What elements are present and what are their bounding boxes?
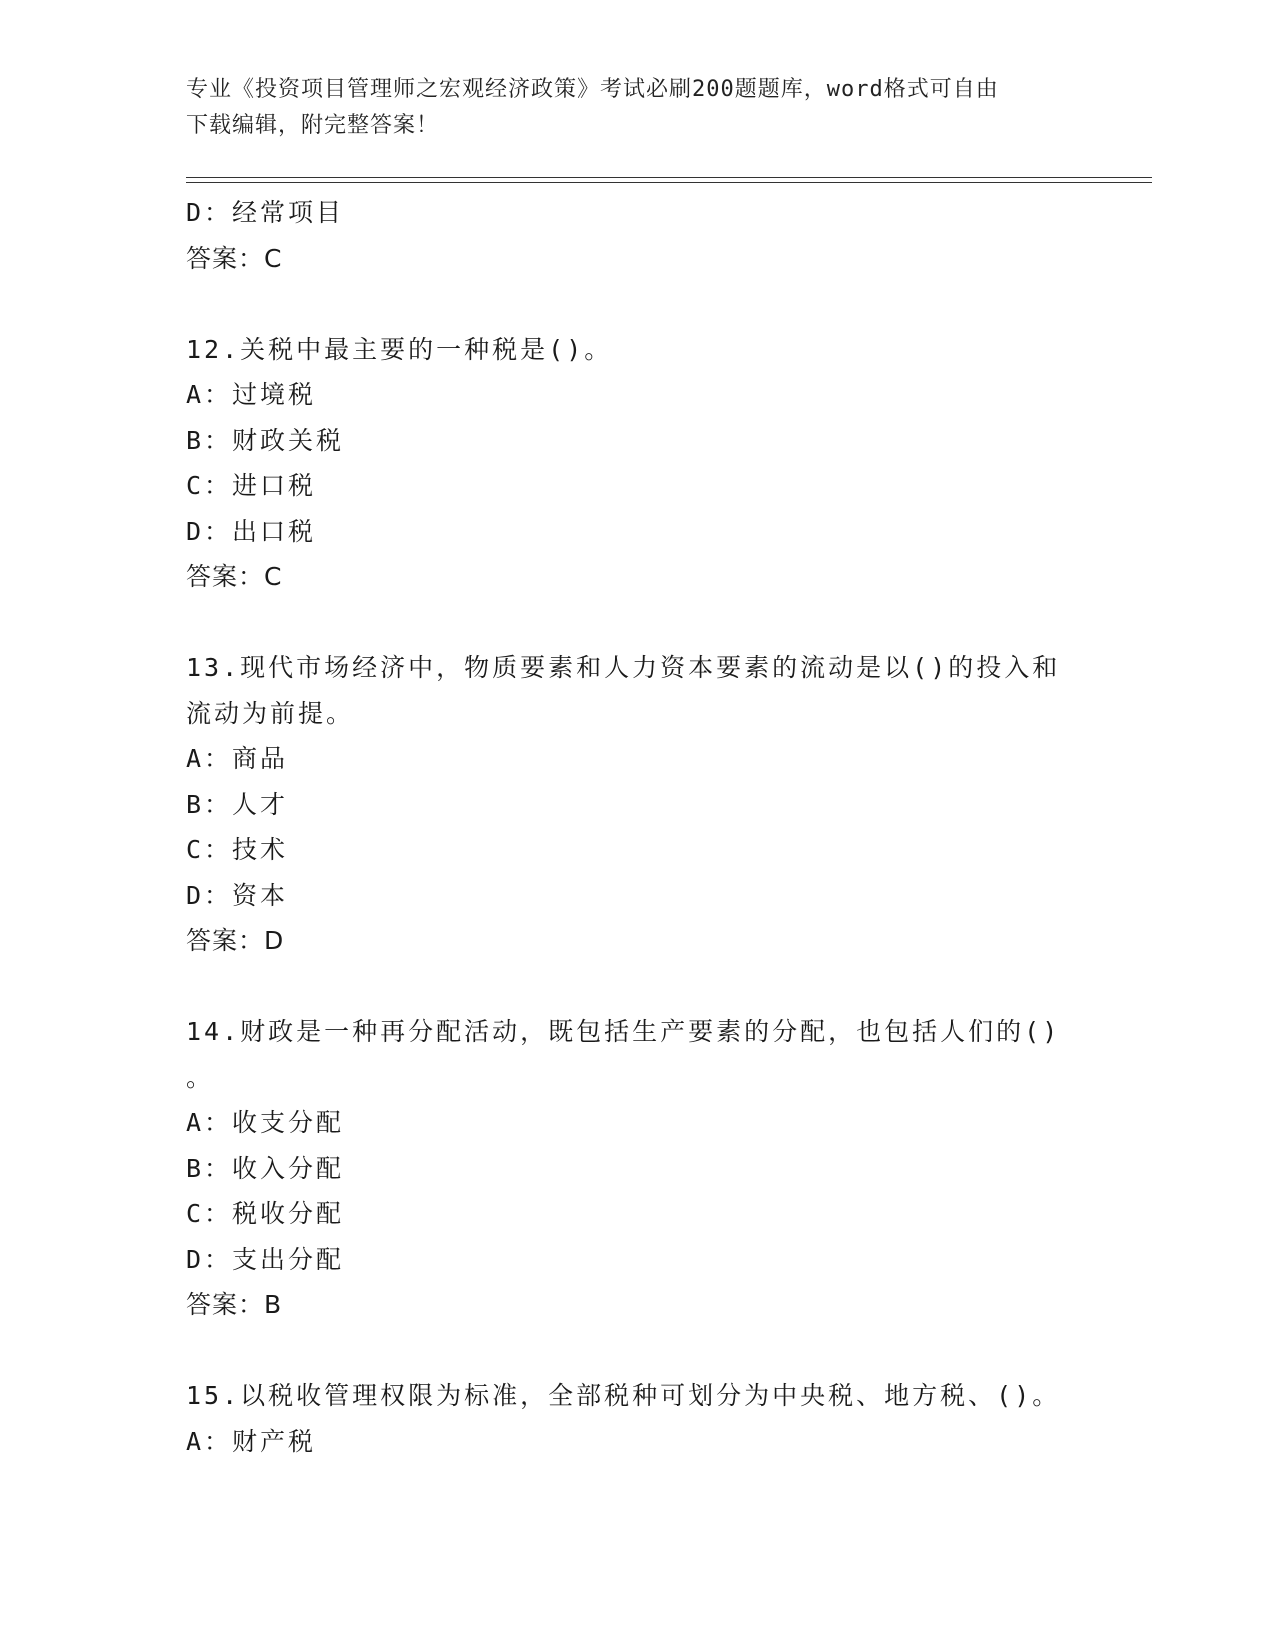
question-12 bbox=[186, 327, 1086, 600]
option-d: D：出口税 bbox=[186, 516, 317, 546]
spacer bbox=[186, 964, 1086, 1010]
spacer bbox=[186, 1328, 1086, 1374]
header-divider-top bbox=[186, 177, 1152, 178]
carryover-block bbox=[186, 190, 1086, 281]
question-stem: 12.关税中最主要的一种税是()。 bbox=[186, 334, 613, 364]
option-d: D：资本 bbox=[186, 880, 289, 910]
header-divider-bottom bbox=[186, 182, 1152, 183]
answer-line: 答案：C bbox=[186, 562, 283, 591]
option-b: B：人才 bbox=[186, 789, 289, 819]
question-list bbox=[186, 190, 1086, 1464]
option-d: D：支出分配 bbox=[186, 1244, 345, 1274]
question-15 bbox=[186, 1373, 1086, 1464]
option-b: B：收入分配 bbox=[186, 1153, 345, 1183]
option-d: D：经常项目 bbox=[186, 198, 345, 227]
option-b: B：财政关税 bbox=[186, 425, 345, 455]
spacer bbox=[186, 600, 1086, 646]
header-line-1: 专业《投资项目管理师之宏观经济政策》考试必刷200题题库，word格式可自由 bbox=[186, 77, 999, 102]
option-c: C：税收分配 bbox=[186, 1199, 345, 1228]
question-stem: 14.财政是一种再分配活动，既包括生产要素的分配，也包括人们的() bbox=[186, 1017, 1061, 1046]
option-c: C：技术 bbox=[186, 835, 289, 864]
option-a: A：过境税 bbox=[186, 380, 317, 409]
header-line-2: 下载编辑，附完整答案！ bbox=[186, 113, 440, 138]
question-14 bbox=[186, 1009, 1086, 1328]
option-a: A：收支分配 bbox=[186, 1108, 345, 1137]
option-a: A：财产税 bbox=[186, 1426, 317, 1456]
answer-line: 答案：C bbox=[186, 243, 283, 273]
question-stem-continued: 流动为前提。 bbox=[186, 698, 355, 728]
document-header bbox=[186, 72, 1066, 144]
option-c: C：进口税 bbox=[186, 471, 317, 500]
spacer bbox=[186, 281, 1086, 327]
question-stem-continued: 。 bbox=[186, 1062, 215, 1092]
option-a: A：商品 bbox=[186, 744, 289, 773]
answer-line: 答案：D bbox=[186, 926, 285, 955]
question-13 bbox=[186, 645, 1086, 964]
question-stem: 13.现代市场经济中，物质要素和人力资本要素的流动是以()的投入和 bbox=[186, 653, 1061, 682]
question-stem: 15.以税收管理权限为标准，全部税种可划分为中央税、地方税、()。 bbox=[186, 1381, 1061, 1410]
answer-line: 答案：B bbox=[186, 1290, 283, 1319]
